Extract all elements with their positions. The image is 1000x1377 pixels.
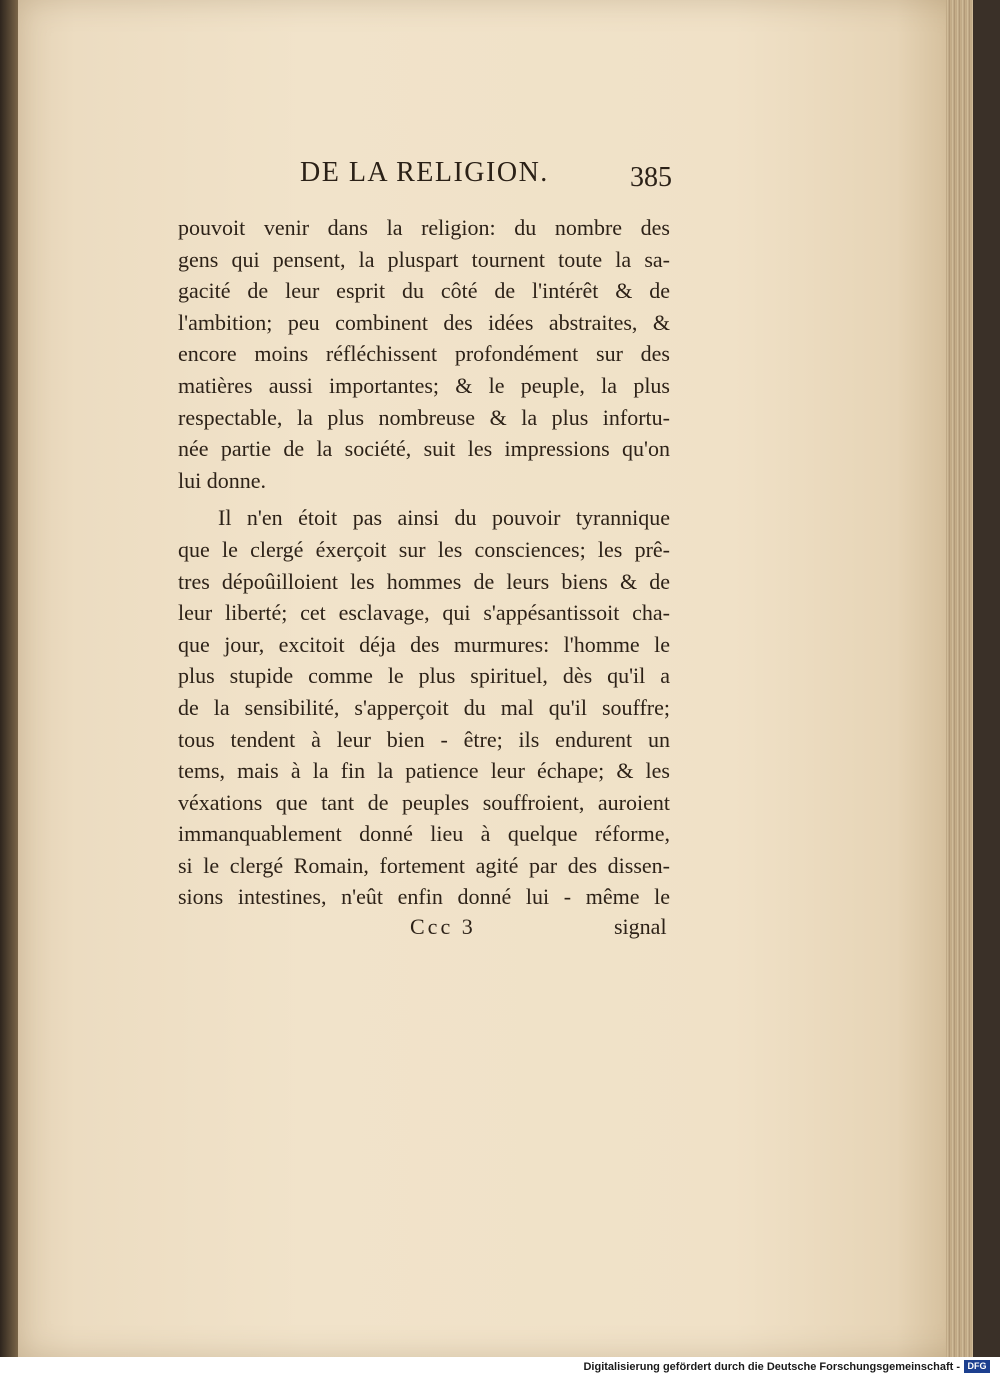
- text-line: que jour, excitoit déja des murmures: l'homme le: [178, 631, 670, 657]
- catchword: signal: [614, 914, 667, 939]
- text-line: tres dépoûilloient les hommes de leurs biens & de: [178, 568, 670, 594]
- text-line: gacité de leur esprit du côté de l'intérêt & de: [178, 278, 670, 304]
- text-line: plus stupide comme le plus spirituel, dès qu'il a: [178, 663, 670, 689]
- text-line: Il n'en étoit pas ainsi du pouvoir tyrannique: [218, 505, 670, 531]
- running-header: DE LA RELIGION.: [300, 157, 549, 188]
- text-line: tems, mais à la fin la patience leur échape; & les: [178, 758, 670, 784]
- signature-mark: Ccc 3: [410, 914, 476, 939]
- text-line: que le clergé éxerçoit sur les consciences; les prê-: [178, 536, 670, 562]
- text-line: leur liberté; cet esclavage, qui s'appésantissoit cha-: [178, 600, 670, 626]
- text-line: encore moins réfléchissent profondément sur des: [178, 341, 670, 367]
- text-line: pouvoit venir dans la religion: du nombre des: [178, 215, 670, 240]
- text-line: matières aussi importantes; & le peuple, la plus: [178, 372, 670, 398]
- page-edges: [946, 0, 973, 1357]
- paragraph: [178, 502, 670, 913]
- text-line: immanquablement donné lieu à quelque réforme,: [178, 821, 670, 847]
- body-text: [178, 212, 670, 913]
- text-line: née partie de la société, suit les impressions qu'on: [178, 436, 670, 462]
- text-line: si le clergé Romain, fortement agité par des dissen-: [178, 852, 670, 878]
- text-line: respectable, la plus nombreuse & la plus infortu-: [178, 404, 670, 430]
- text-line: sions intestines, n'eût enfin donné lui - même le: [178, 884, 670, 910]
- binding-shadow: [0, 0, 18, 1357]
- paragraph: [178, 212, 670, 496]
- text-line: gens qui pensent, la pluspart tournent toute la sa-: [178, 246, 670, 272]
- dfg-logo: DFG: [964, 1360, 990, 1373]
- text-line: tous tendent à leur bien - être; ils endurent un: [178, 726, 670, 752]
- text-line: véxations que tant de peuples souffroient, auroient: [178, 789, 670, 815]
- text-line: lui donne.: [178, 467, 266, 493]
- page-number: 385: [630, 162, 672, 193]
- funding-credit: Digitalisierung gefördert durch die Deutsche Forschungsgemeinschaft -: [583, 1361, 960, 1373]
- text-line: de la sensibilité, s'apperçoit du mal qu'il souffre;: [178, 694, 670, 720]
- text-line: l'ambition; peu combinent des idées abstraites, &: [178, 309, 670, 335]
